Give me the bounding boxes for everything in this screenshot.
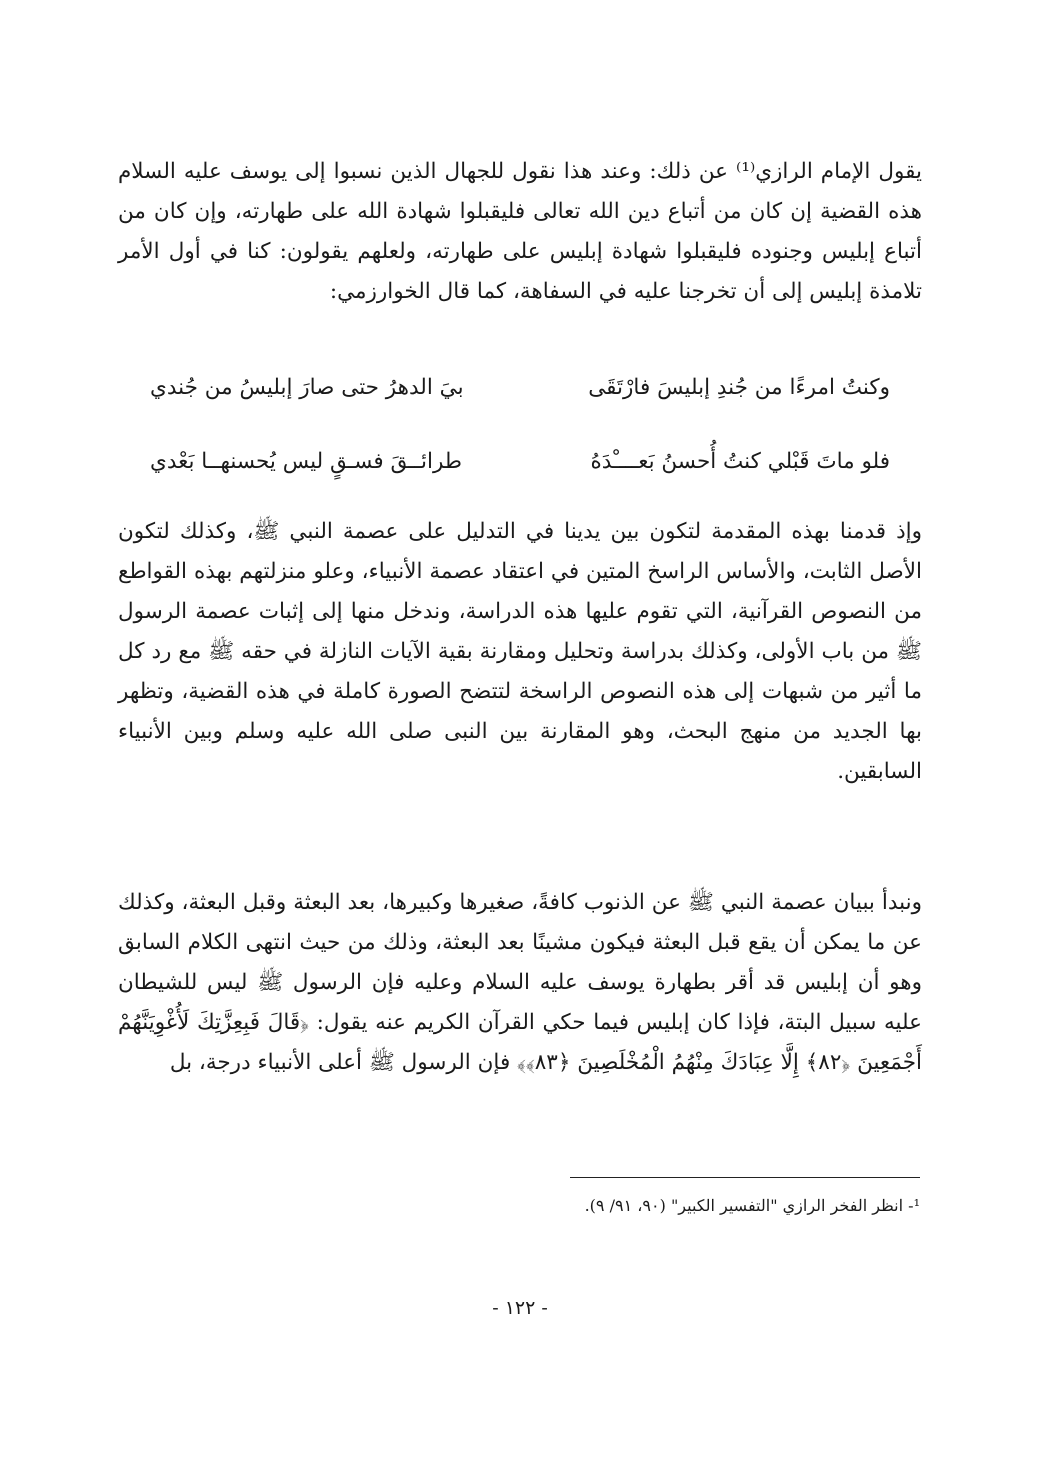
paragraph-introduction: وإذ قدمنا بهذه المقدمة لتكون بين يدينا في التدليل على عصمة النبي ﷺ، وكذلك لتكون الأصل الثابت، والأساس الراسخ المتين في اعتقاد عصمة الأنبياء، وعلو منزلتهم بهذه القواطع من النصوص القرآنية، التي تقوم عليها هذه الدراسة، وندخل منها إلى إثبات عصمة الرسول ﷺ من باب الأولى، وكذلك بدراسة وتحليل ومقارنة بقية الآيات النازلة في حقه ﷺ مع رد كل ما أثير من شبهات إلى هذه النصوص الراسخة لتتضح الصورة كاملة في هذه القضية، وتظهر بها الجديد من منهج البحث، وهو المقارنة بين النبى صلى الله عليه وسلم وبين الأنبياء السابقين. <box>118 519 922 784</box>
footnote-separator <box>570 1177 920 1178</box>
poem-verse-1-second-hemistich: بيَ الدهرُ حتى صارَ إبليسُ من جُندي <box>150 375 464 400</box>
poem-verse-2-second-hemistich: طرائــقَ فسـقٍ ليس يُحسنهــا بَعْدي <box>150 449 462 474</box>
poem-verse-2 <box>150 442 890 482</box>
paragraph-prophet-infallibility: ونبدأ ببيان عصمة النبي ﷺ عن الذنوب كافةً، صغيرها وكبيرها، بعد البعثة وقبل البعثة، وكذلك عن ما يمكن أن يقع قبل البعثة فيكون مشينًا بعد البعثة، وذلك من حيث انتهى الكلام السابق وهو أن إبليس قد أقر بطهارة يوسف عليه السلام وعليه فإن الرسول ﷺ ليس للشيطان عليه سبيل البتة، فإذا كان إبليس فيما حكي القرآن الكريم عنه يقول: ﴿قَالَ فَبِعِزَّتِكَ لَأُغْوِيَنَّهُمْ أَجْمَعِينَ ﴿٨٢﴾ إِلَّا عِبَادَكَ مِنْهُمُ الْمُخْلَصِينَ ﴿٨٣﴾﴾ فإن الرسول ﷺ أعلى الأنبياء درجة، بل <box>118 890 922 1075</box>
poem-verse-2-first-hemistich: فلو ماتَ قَبْلي كنتُ أُحسنُ بَعــــْدَهُ <box>590 449 890 474</box>
page-number: - ١٢٢ - <box>492 1297 548 1319</box>
poem-verse-1-first-hemistich: وكنتُ امرءًا من جُندِ إبليسَ فارْتَقَى <box>588 375 890 400</box>
poem-verse-1 <box>150 368 890 408</box>
footnote: ¹- انظر الفخر الرازي "التفسير الكبير" (٩٠، ٩١/ ٩). <box>584 1196 920 1215</box>
paragraph-razi-quote: يقول الإمام الرازي⁽¹⁾ عن ذلك: وعند هذا نقول للجهال الذين نسبوا إلى يوسف عليه السلام هذه القضية إن كان من أتباع دين الله تعالى فليقبلوا شهادة الله على طهارته، وإن كان من أتباع إبليس وجنوده فليقبلوا شهادة إبليس على طهارته، ولعلهم يقولون: كنا في أول الأمر تلامذة إبليس إلى أن تخرجنا عليه في السفاهة، كما قال الخوارزمي: <box>118 159 922 304</box>
